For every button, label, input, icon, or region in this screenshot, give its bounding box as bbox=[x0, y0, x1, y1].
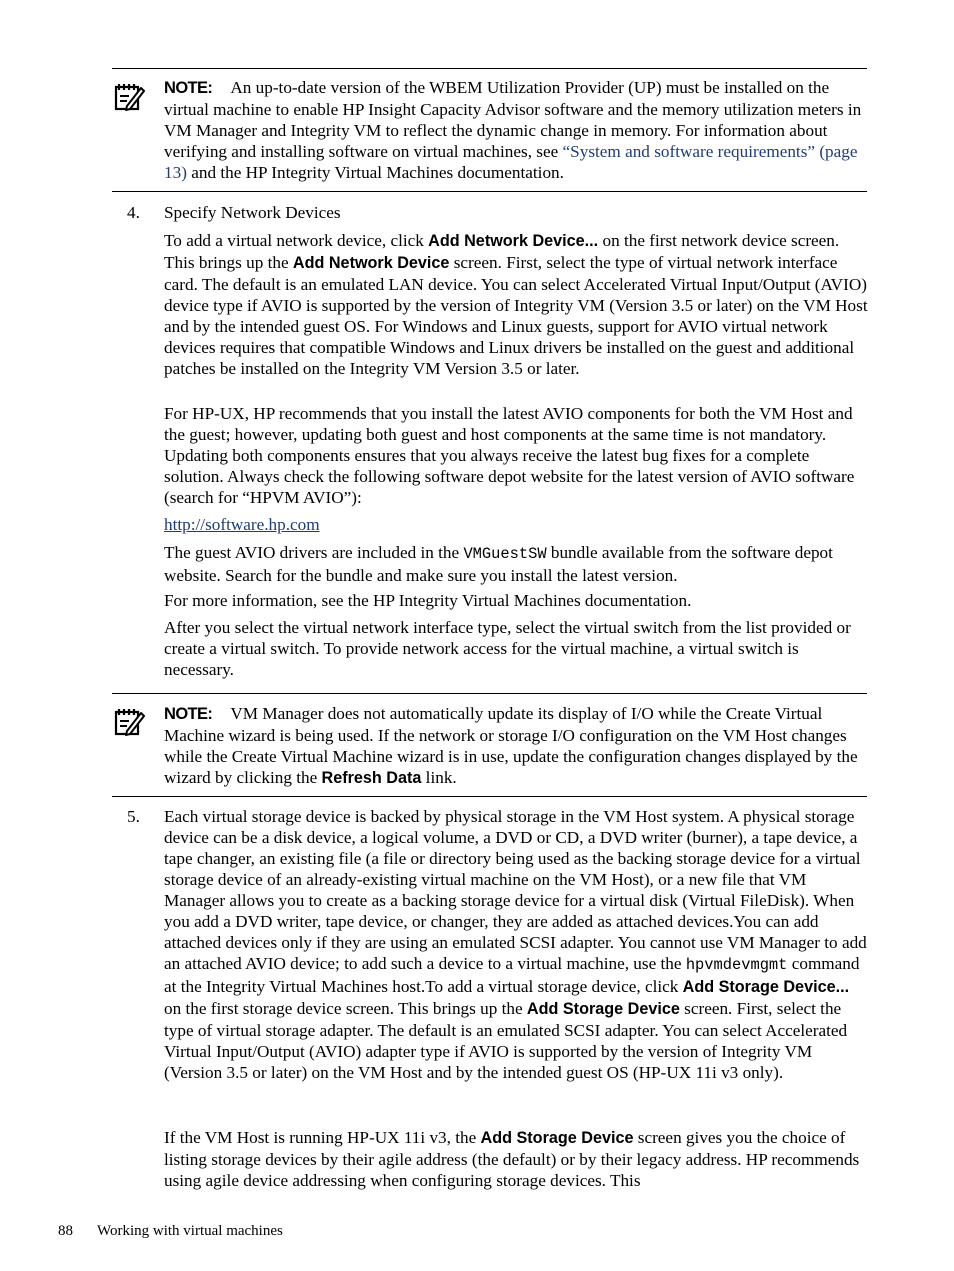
text-run: screen. First, select the type of virtual network interface card. The default is an emulated LAN device. You can select Accelerated Virtual Input/Output (AVIO) device type if AVIO is supported by the version of Integrity VM (Version 3.5 or later) on the VM Host and by the intended guest OS. For Windows and Linux guests, support for AVIO virtual network devices requires that compatible Windows and Linux drivers be installed on the guest and additional patches be installed on the Integrity VM Version 3.5 or later. bbox=[164, 253, 868, 378]
note-2-text bbox=[164, 703, 867, 789]
page-footer bbox=[58, 1221, 283, 1242]
software-depot-link[interactable]: http://software.hp.com bbox=[164, 515, 320, 534]
note-box-2 bbox=[112, 693, 867, 797]
hpvmdevmgmt-code: hpvmdevmgmt bbox=[685, 956, 788, 974]
text-run: on the first network device screen. This brings up the bbox=[164, 231, 840, 272]
step-4-paragraph-4: For more information, see the HP Integrity Virtual Machines documentation. bbox=[164, 591, 692, 610]
note-label: NOTE: bbox=[164, 705, 213, 723]
refresh-data-ui-label: Refresh Data bbox=[321, 769, 422, 787]
text-run: screen. First, select the type of virtual storage adapter. The default is an emulated SCSI adapter. You can select Accelerated Virtual Input/Output (AVIO) adapter type if AVIO is supported by the version of Integrity VM (Version 3.5 or later) on the VM Host and by the intended guest OS (HP-UX 11i v3 only). bbox=[164, 999, 848, 1082]
add-storage-device-screen-label: Add Storage Device bbox=[480, 1129, 634, 1147]
note-icon bbox=[114, 706, 146, 738]
step-number-4: 4. bbox=[127, 203, 140, 222]
note-1-body-end: and the HP Integrity Virtual Machines documentation. bbox=[186, 163, 564, 182]
text-run: The guest AVIO drivers are included in the bbox=[164, 543, 464, 562]
text-run: If the VM Host is running HP-UX 11i v3, the bbox=[164, 1128, 481, 1147]
step-4-paragraph-5: After you select the virtual network interface type, select the virtual switch from the list provided or create a virtual switch. To provide network access for the virtual machine, a virtual switch is necessary. bbox=[164, 618, 851, 679]
software-depot-link-line bbox=[164, 514, 868, 535]
page-number: 88 bbox=[58, 1223, 73, 1239]
note-1-text bbox=[164, 77, 867, 183]
text-run: screen gives you the choice of listing storage devices by their agile address (the default) or by their legacy address. HP recommends using agile device addressing when configuring storage devices. This bbox=[164, 1128, 860, 1190]
system-requirements-link[interactable]: “System and software requirements” (page 13) bbox=[164, 142, 858, 182]
step-5-paragraph-1 bbox=[164, 806, 868, 1083]
add-storage-device-ui-label: Add Storage Device... bbox=[682, 978, 850, 996]
text-run: bundle available from the software depot website. Search for the bundle and make sure you install the latest version. bbox=[164, 543, 833, 585]
text-run: To add a virtual network device, click bbox=[164, 231, 429, 250]
step-number-5: 5. bbox=[127, 807, 140, 826]
note-box-1 bbox=[112, 68, 867, 192]
text-run: command at the Integrity Virtual Machines host.To add a virtual storage device, click bbox=[164, 954, 860, 996]
add-storage-device-screen-label: Add Storage Device bbox=[526, 1000, 680, 1018]
step-4-paragraph-1 bbox=[164, 230, 868, 379]
add-network-device-ui-label: Add Network Device... bbox=[428, 232, 599, 250]
step-5-paragraph-2 bbox=[164, 1127, 868, 1191]
footer-section-title: Working with virtual machines bbox=[97, 1223, 283, 1239]
note-1-body: An up-to-date version of the WBEM Utilization Provider (UP) must be installed on the virtual machine to enable HP Insight Capacity Advisor software and the memory utilization meters in VM Manager and Integrity VM to reflect the dynamic change in memory. For information about verifying and installing software on virtual machines, see bbox=[164, 78, 862, 161]
step-4-heading: Specify Network Devices bbox=[164, 203, 341, 222]
add-network-device-screen-label: Add Network Device bbox=[292, 254, 450, 272]
step-4-paragraph-3 bbox=[164, 542, 868, 586]
text-run: on the first storage device screen. This brings up the bbox=[164, 999, 527, 1018]
note-label: NOTE: bbox=[164, 79, 213, 97]
note-icon bbox=[114, 81, 146, 113]
note-2-body: VM Manager does not automatically update its display of I/O while the Create Virtual Machine wizard is being used. If the network or storage I/O configuration on the VM Host changes while the Create Virtual Machine wizard is in use, update the configuration changes displayed by the wizard by clicking the bbox=[164, 704, 858, 787]
step-4-paragraph-2: For HP-UX, HP recommends that you install the latest AVIO components for both the VM Host and the guest; however, updating both guest and host components at the same time is not mandatory. Updating both components ensures that you always receive the latest bug fixes for a complete solution. Always check the following software depot website for the latest version of AVIO software (search for “HPVM AVIO”): bbox=[164, 404, 855, 507]
note-2-body-end: link. bbox=[421, 768, 457, 787]
vmguestsw-code: VMGuestSW bbox=[463, 545, 547, 563]
text-run: Each virtual storage device is backed by physical storage in the VM Host system. A physical storage device can be a disk device, a logical volume, a DVD or CD, a DVD writer (burner), a tape device, a tape changer, an existing file (a file or directory being used as the backing storage device for a virtual storage device of an already-existing virtual machine on the VM Host), or a new file that VM Manager allows you to create as a backing storage device for a virtual disk (Virtual FileDisk). When you add a DVD writer, tape device, or changer, they are added as attached devices.You can add attached devices only if they are using an emulated SCSI adapter. You cannot use VM Manager to add an attached AVIO device; to add such a device to a virtual machine, use the bbox=[164, 807, 867, 973]
